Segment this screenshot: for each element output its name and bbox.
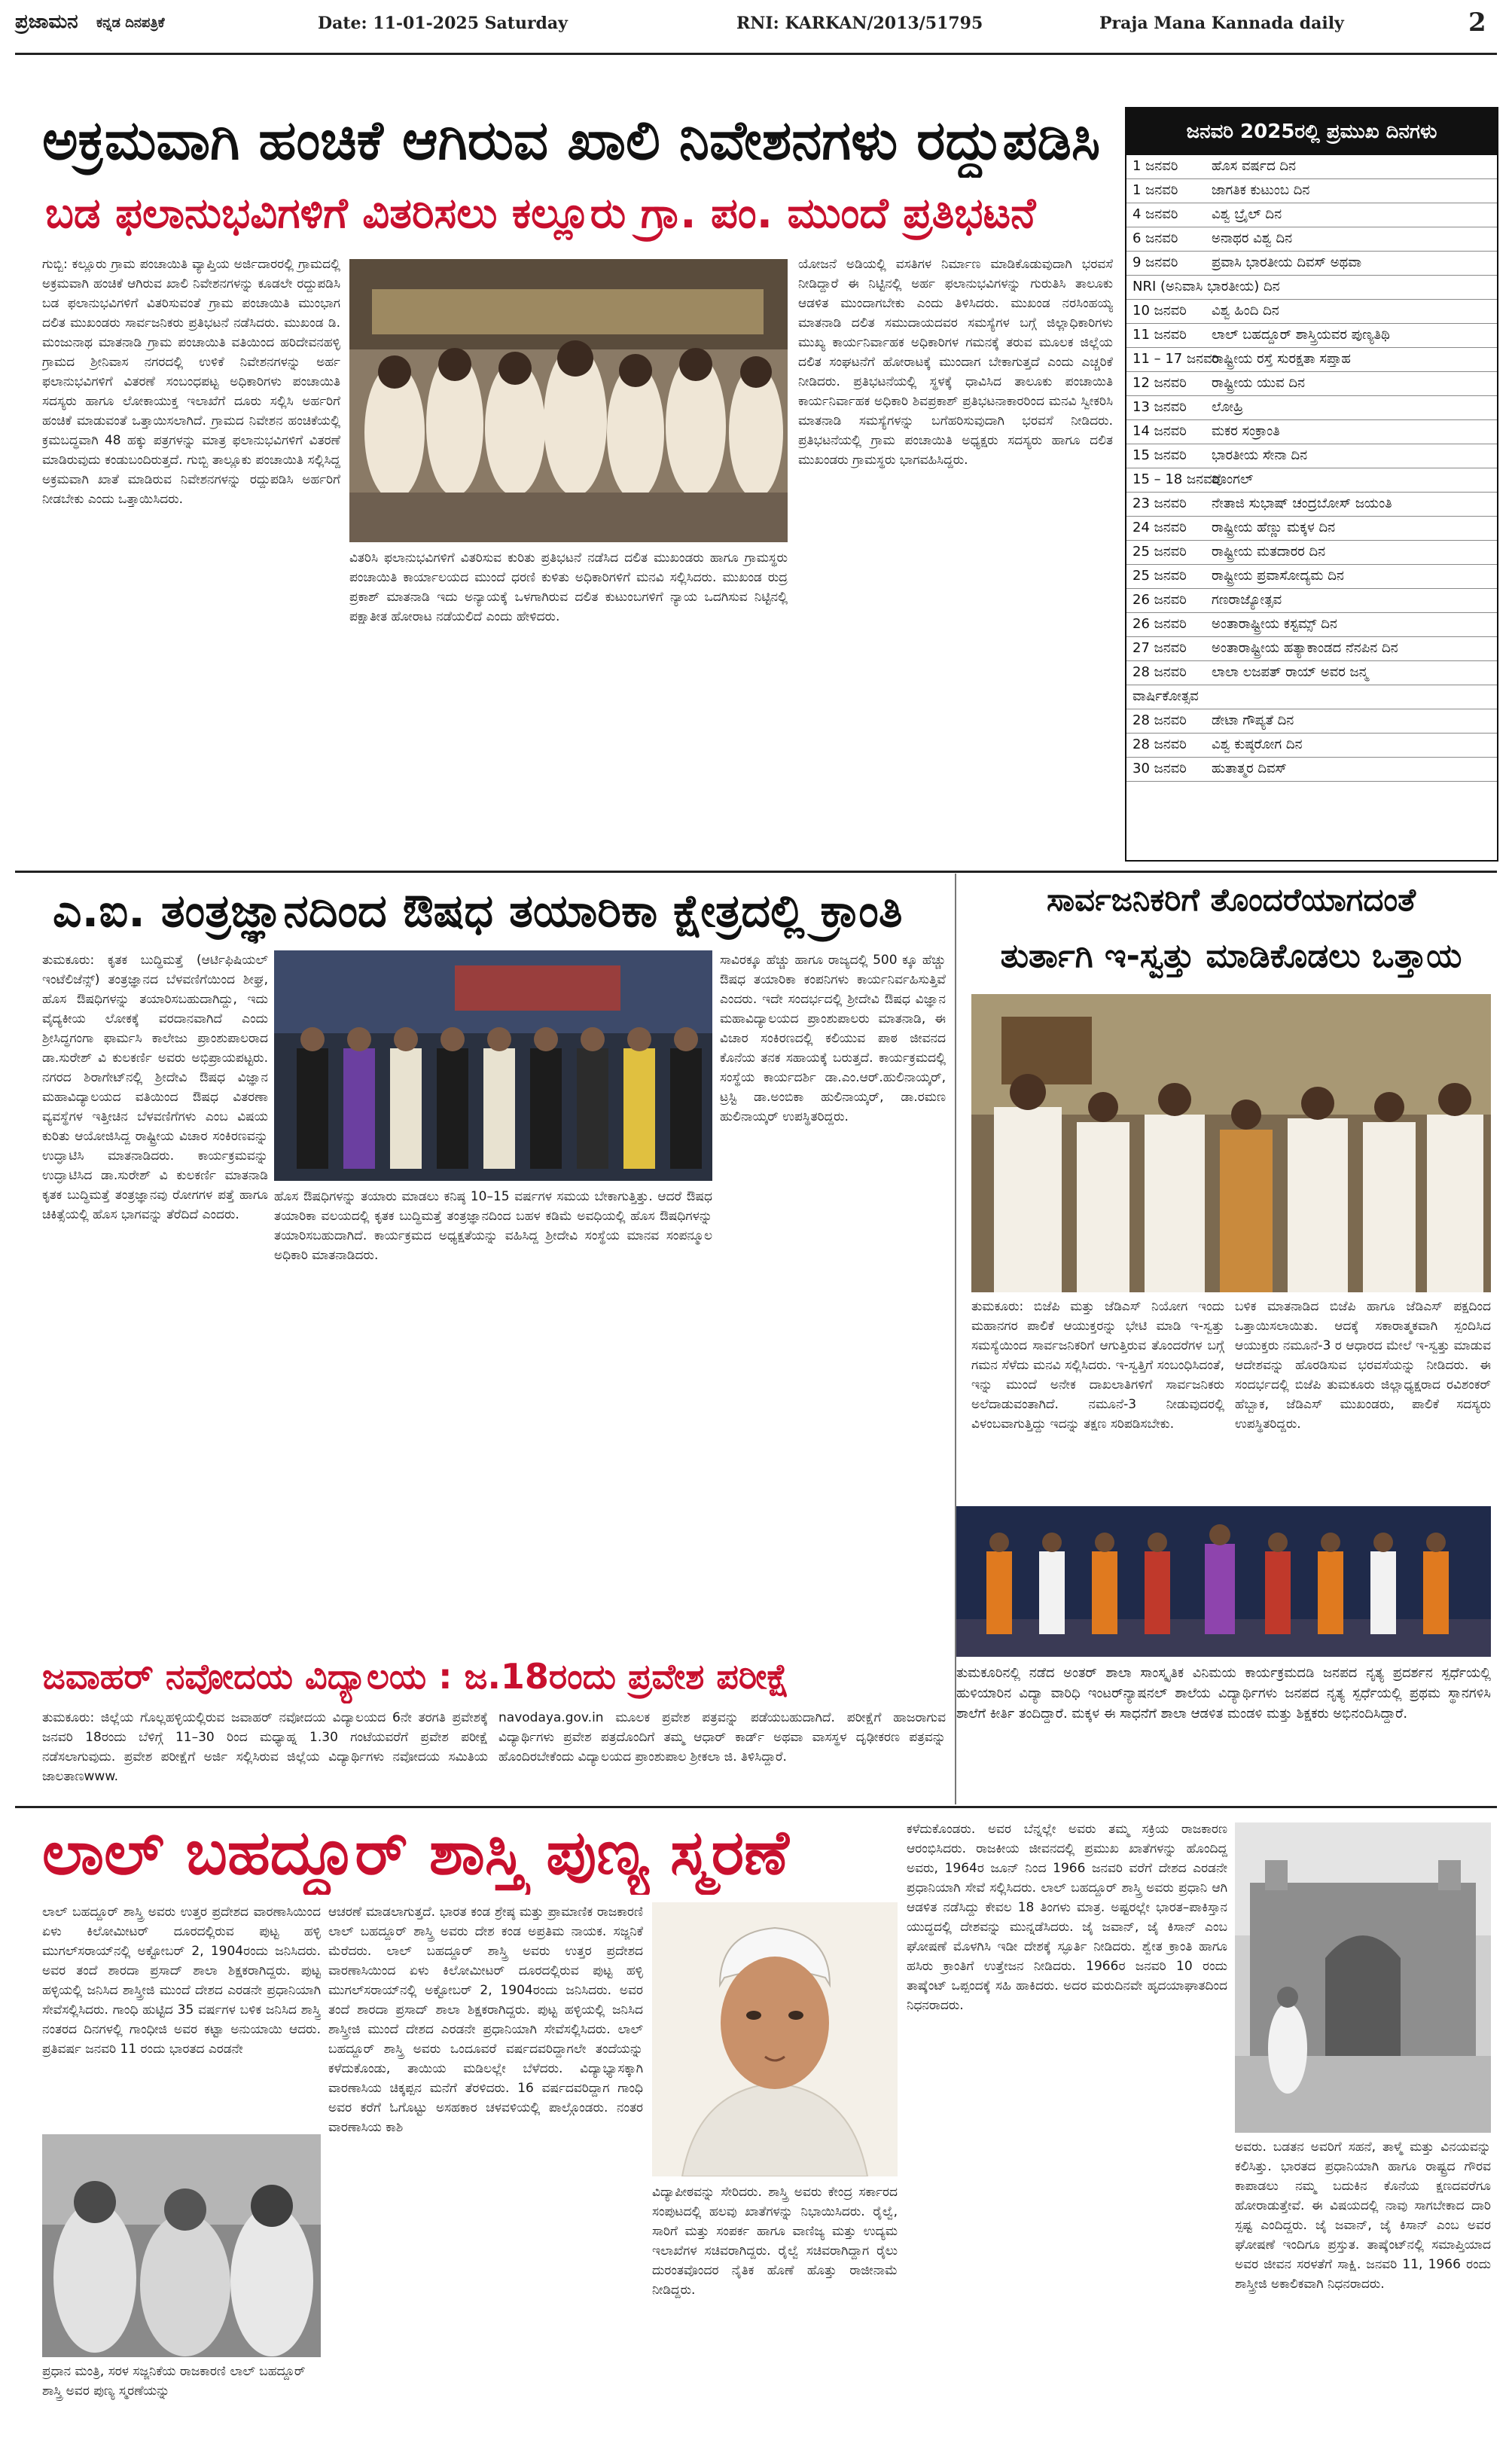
important-day-event: ರಾಷ್ಟ್ರೀಯ ಯುವ ದಿನ	[1212, 375, 1306, 391]
story5-column-3: ಕಳೆದುಕೊಂಡರು. ಅವರ ಬೆನ್ನಲ್ಲೇ ಅವರು ತಮ್ಮ ಸಕ್ರಿಯ ರಾಜಕಾರಣ ಆರಂಭಿಸಿದರು. ರಾಜಕೀಯ ಜೀವನದಲ್ಲಿ ಪ್ರಮುಖ ಖಾತೆಗಳನ್ನು ಹೊಂದಿದ್ದ ಅವರು, 1964ರ ಜೂನ್ ನಿಂದ 1966 ಜನವರಿ ವರೆಗೆ ದೇಶದ ಎರಡನೇ ಪ್ರಧಾನಿಯಾಗಿ ಸೇವೆ ಸಲ್ಲಿಸಿದರು. ಲಾಲ್ ಬಹದ್ದೂರ್ ಶಾಸ್ತ್ರಿ ಅವರು ಪ್ರಧಾನಿ ಆಗಿ ಆಡಳಿತ ನಡೆಸಿದ್ದು ಕೇವಲ 18 ತಿಂಗಳು ಮಾತ್ರ. ಅಷ್ಟರಲ್ಲೇ ಭಾರತ–ಪಾಕಿಸ್ತಾನ ಯುದ್ಧದಲ್ಲಿ ದೇಶವನ್ನು ಮುನ್ನಡೆಸಿದರು. ಜೈ ಜವಾನ್, ಜೈ ಕಿಸಾನ್ ಎಂಬ ಘೋಷಣೆ ಮೊಳಗಿಸಿ ಇಡೀ ದೇಶಕ್ಕೆ ಸ್ಫೂರ್ತಿ ನೀಡಿದರು. ಶ್ವೇತ ಕ್ರಾಂತಿ ಹಾಗೂ ಹಸಿರು ಕ್ರಾಂತಿಗೆ ಉತ್ತೇಜನ ನೀಡಿದರು. 1966ರ ಜನವರಿ 10 ರಂದು ತಾಷ್ಕೆಂಟ್ ಒಪ್ಪಂದಕ್ಕೆ ಸಹಿ ಹಾಕಿದರು. ಅದರ ಮರುದಿನವೇ ಹೃದಯಾಘಾತದಿಂದ ನಿಧನರಾದರು.	[907, 1822, 1227, 2013]
important-day-date: 14 ಜನವರಿ	[1132, 423, 1187, 439]
story3-column-2: ಬಳಿಕ ಮಾತನಾಡಿದ ಬಿಜೆಪಿ ಹಾಗೂ ಜೆಡಿಎಸ್ ಪಕ್ಷದಿಂದ ಒತ್ತಾಯಿಸಲಾಯಿತು. ಆದಕ್ಕೆ ಸಕಾರಾತ್ಮಕವಾಗಿ ಸ್ಪಂದಿಸಿದ ಆಯುಕ್ತರು ನಮೂನೆ-3 ರ ಆಧಾರದ ಮೇಲೆ ಇ-ಸ್ವತ್ತು ಮಾಡುವ ಆದೇಶವನ್ನು ಹೊರಡಿಸುವ ಭರವಸೆಯನ್ನು ನೀಡಿದರು. ಈ ಸಂದರ್ಭದಲ್ಲಿ ಬಿಜೆಪಿ ತುಮಕೂರು ಜಿಲ್ಲಾಧ್ಯಕ್ಷರಾದ ರವಿಶಂಕರ್ ಹೆಬ್ಬಾಕ, ಜೆಡಿಎಸ್ ಮುಖಂಡರು, ಪಾಲಿಕೆ ಸದಸ್ಯರು ಉಪಸ್ಥಿತರಿದ್ದರು.	[1235, 1299, 1491, 1432]
section-divider	[15, 871, 1497, 873]
story1-subhead: ಬಡ ಫಲಾನುಭವಿಗಳಿಗೆ ವಿತರಿಸಲು ಕಲ್ಲೂರು ಗ್ರಾ. ಪಂ. ಮುಂದೆ ಪ್ರತಿಭಟನೆ	[45, 189, 1036, 238]
story5-column-1: ಲಾಲ್ ಬಹದ್ದೂರ್ ಶಾಸ್ತ್ರಿ ಅವರು ಉತ್ತರ ಪ್ರದೇಶದ ವಾರಣಾಸಿಯಿಂದ ಏಳು ಕಿಲೋಮೀಟರ್ ದೂರದಲ್ಲಿರುವ ಪುಟ್ಟ ಹಳ್ಳಿ ಮುಗಲ್‌ಸರಾಯ್‌ನಲ್ಲಿ ಅಕ್ಟೋಬರ್ 2, 1904ರಂದು ಜನಿಸಿದರು. ಅವರ ತಂದೆ ಶಾರದಾ ಪ್ರಸಾದ್ ಶಾಲಾ ಶಿಕ್ಷಕರಾಗಿದ್ದರು. ಪುಟ್ಟ ಹಳ್ಳಿಯಲ್ಲಿ ಜನಿಸಿದ ಶಾಸ್ತ್ರೀಜಿ ಮುಂದೆ ದೇಶದ ಎರಡನೇ ಪ್ರಧಾನಿಯಾಗಿ ಸೇವೆಸಲ್ಲಿಸಿದರು. ಗಾಂಧಿ ಹುಟ್ಟಿದ 35 ವರ್ಷಗಳ ಬಳಿಕ ಜನಿಸಿದ ಶಾಸ್ತ್ರಿ ನಂತರದ ದಿನಗಳಲ್ಲಿ ಗಾಂಧೀಜಿ ಅವರ ಕಟ್ಟಾ ಅನುಯಾಯಿ ಆದರು. ಪ್ರತಿವರ್ಷ ಜನವರಿ 11 ರಂದು ಭಾರತದ ಎರಡನೇ	[42, 1905, 321, 2057]
important-day-event: ಗಣರಾಜ್ಯೋತ್ಸವ	[1212, 592, 1282, 608]
important-day-event: ಅನಾಥರ ವಿಶ್ವ ದಿನ	[1212, 230, 1293, 246]
important-day-event: ರಾಷ್ಟ್ರೀಯ ಮತದಾರರ ದಿನ	[1212, 544, 1326, 560]
story3-dance-photo	[956, 1506, 1491, 1657]
important-day-date: 23 ಜನವರಿ	[1132, 496, 1187, 511]
story2-seminar-photo	[274, 950, 712, 1181]
important-day-date: 6 ಜನವರಿ	[1132, 230, 1178, 246]
important-day-date: 4 ಜನವರಿ	[1132, 206, 1178, 222]
important-day-event: ಪ್ರವಾಸಿ ಭಾರತೀಯ ದಿವಸ್ ಅಥವಾ	[1212, 255, 1362, 270]
masthead-tagline: ಕನ್ನಡ ದಿನಪತ್ರಿಕೆ	[96, 15, 165, 31]
important-day-row	[1126, 276, 1497, 300]
masthead-date: Date: 11-01-2025 Saturday	[318, 14, 568, 33]
important-day-date: NRI (ಅನಿವಾಸಿ ಭಾರತೀಯ) ದಿನ	[1132, 279, 1280, 294]
important-day-date: 1 ಜನವರಿ	[1132, 182, 1178, 198]
important-day-row	[1126, 252, 1497, 276]
important-day-event: ಅಂತಾರಾಷ್ಟ್ರೀಯ ಕಸ್ಟಮ್ಸ್ ದಿನ	[1212, 616, 1337, 632]
story2-headline: ಎ.ಐ. ತಂತ್ರಜ್ಞಾನದಿಂದ ಔಷಧ ತಯಾರಿಕಾ ಕ್ಷೇತ್ರದಲ್ಲಿ ಕ್ರಾಂತಿ	[53, 885, 903, 938]
story4-column-1: ತುಮಕೂರು: ಜಿಲ್ಲೆಯ ಗೊಲ್ಲಹಳ್ಳಿಯಲ್ಲಿರುವ ಜವಾಹರ್ ನವೋದಯ ವಿದ್ಯಾಲಯದ 6ನೇ ತರಗತಿ ಪ್ರವೇಶಕ್ಕೆ ಜನವರಿ 18ರಂದು ಬೆಳಿಗ್ಗೆ 11–30 ರಿಂದ ಮಧ್ಯಾಹ್ನ 1.30 ಗಂಟೆಯವರೆಗೆ ಪ್ರವೇಶ ಪರೀಕ್ಷೆ ನಡೆಸಲಾಗುವುದು. ಪ್ರವೇಶ ಪರೀಕ್ಷೆಗೆ ಅರ್ಜಿ ಸಲ್ಲಿಸಿರುವ ಜಿಲ್ಲೆಯ ವಿದ್ಯಾರ್ಥಿಗಳು ನವೋದಯ ಸಮಿತಿಯ ಜಾಲತಾಣwww.	[42, 1710, 488, 1784]
important-day-date: 11 – 17 ಜನವರಿ	[1132, 351, 1220, 367]
important-day-event: ವಿಶ್ವ ಕುಷ್ಠರೋಗ ದಿನ	[1212, 737, 1303, 752]
important-day-date: 15 ಜನವರಿ	[1132, 447, 1187, 463]
important-day-date: 28 ಜನವರಿ	[1132, 737, 1187, 752]
important-day-row	[1126, 155, 1497, 179]
story1-photo-caption: ವಿತರಿಸಿ ಫಲಾನುಭವಿಗಳಿಗೆ ವಿತರಿಸುವ ಕುರಿತು ಪ್ರತಿಭಟನೆ ನಡೆಸಿದ ದಲಿತ ಮುಖಂಡರು ಹಾಗೂ ಗ್ರಾಮಸ್ಥರು ಪಂಚಾಯಿತಿ ಕಾರ್ಯಾಲಯದ ಮುಂದೆ ಧರಣಿ ಕುಳಿತು ಅಧಿಕಾರಿಗಳಿಗೆ ಮನವಿ ಸಲ್ಲಿಸಿದರು. ಮುಖಂಡ ರುದ್ರ ಪ್ರಕಾಶ್ ಮಾತನಾಡಿ ಇದು ಅನ್ಯಾಯಕ್ಕೆ ಒಳಗಾಗಿರುವ ದಲಿತ ಕುಟುಂಬಗಳಿಗೆ ನ್ಯಾಯ ಒದಗಿಸುವ ನಿಟ್ಟಿನಲ್ಲಿ ಪಕ್ಷಾತೀತ ಹೋರಾಟ ನಡೆಯಲಿದೆ ಎಂದು ಹೇಳಿದರು.	[349, 551, 788, 624]
important-day-event: ಅಂತಾರಾಷ್ಟ್ರೀಯ ಹತ್ಯಾಕಾಂಡದ ನೆನಪಿನ ದಿನ	[1212, 640, 1398, 656]
important-day-row	[1126, 613, 1497, 637]
important-day-event: ಲೋಹ್ರಿ	[1212, 399, 1244, 415]
important-day-row	[1126, 444, 1497, 468]
important-day-date: 1 ಜನವರಿ	[1132, 158, 1178, 174]
masthead	[15, 5, 1497, 55]
important-day-event: ವಿಶ್ವ ಹಿಂದಿ ದಿನ	[1212, 303, 1279, 319]
story1-protest-photo	[349, 259, 788, 542]
important-day-row	[1126, 589, 1497, 613]
story3-headline-line-1: ಸಾರ್ವಜನಿಕರಿಗೆ ತೊಂದರೆಯಾಗದಂತೆ	[1046, 881, 1416, 918]
important-day-event: ಹುತಾತ್ಮರ ದಿವಸ್	[1212, 761, 1287, 776]
important-day-row	[1126, 324, 1497, 348]
important-day-date: 28 ಜನವರಿ	[1132, 664, 1187, 680]
masthead-rni: RNI: KARKAN/2013/51795	[736, 14, 983, 33]
story5-column-2: ಆಚರಣೆ ಮಾಡಲಾಗುತ್ತದೆ. ಭಾರತ ಕಂಡ ಶ್ರೇಷ್ಠ ಮತ್ತು ಪ್ರಾಮಾಣಿಕ ರಾಜಕಾರಣಿ ಲಾಲ್ ಬಹದ್ದೂರ್ ಶಾಸ್ತ್ರಿ ಅವರು ದೇಶ ಕಂಡ ಅಪ್ರತಿಮ ನಾಯಕ. ಸಜ್ಜನಿಕೆ ಮೆರೆದರು. ಲಾಲ್ ಬಹದ್ದೂರ್ ಶಾಸ್ತ್ರಿ ಅವರು ಉತ್ತರ ಪ್ರದೇಶದ ವಾರಣಾಸಿಯಿಂದ ಏಳು ಕಿಲೋಮೀಟರ್ ದೂರದಲ್ಲಿರುವ ಪುಟ್ಟ ಹಳ್ಳಿ ಮುಗಲ್‌ಸರಾಯ್‌ನಲ್ಲಿ ಅಕ್ಟೋಬರ್ 2, 1904ರಂದು ಜನಿಸಿದರು. ಅವರ ತಂದೆ ಶಾರದಾ ಪ್ರಸಾದ್ ಶಾಲಾ ಶಿಕ್ಷಕರಾಗಿದ್ದರು. ಪುಟ್ಟ ಹಳ್ಳಿಯಲ್ಲಿ ಜನಿಸಿದ ಶಾಸ್ತ್ರೀಜಿ ಮುಂದೆ ದೇಶದ ಎರಡನೇ ಪ್ರಧಾನಿಯಾಗಿ ಸೇವೆಸಲ್ಲಿಸಿದರು. ಲಾಲ್ ಬಹದ್ದೂರ್ ಶಾಸ್ತ್ರಿ ಅವರು ಒಂದೂವರೆ ವರ್ಷದವರಿದ್ದಾಗಲೇ ತಂದೆಯನ್ನು ಕಳೆದುಕೊಂಡು, ತಾಯಿಯ ಮಡಿಲಲ್ಲೇ ಬೆಳೆದರು. ವಿದ್ಯಾಭ್ಯಾಸಕ್ಕಾಗಿ ವಾರಣಾಸಿಯ ಚಿಕ್ಕಪ್ಪನ ಮನೆಗೆ ತೆರಳಿದರು. 16 ವರ್ಷದವರಿದ್ದಾಗ ಗಾಂಧಿ ಅವರ ಕರೆಗೆ ಓಗೊಟ್ಟು ಅಸಹಕಾರ ಚಳವಳಿಯಲ್ಲಿ ಪಾಲ್ಗೊಂಡರು. ನಂತರ ವಾರಣಾಸಿಯ ಕಾಶಿ	[328, 1905, 643, 2135]
important-day-date: 25 ಜನವರಿ	[1132, 544, 1187, 560]
important-day-row	[1126, 227, 1497, 252]
story2-column-3: ಸಾವಿರಕ್ಕೂ ಹೆಚ್ಚು ಹಾಗೂ ರಾಜ್ಯದಲ್ಲಿ 500 ಕ್ಕೂ ಹೆಚ್ಚು ಔಷಧ ತಯಾರಿಕಾ ಕಂಪನಿಗಳು ಕಾರ್ಯನಿರ್ವಹಿಸುತ್ತಿವೆ ಎಂದರು. ಇದೇ ಸಂದರ್ಭದಲ್ಲಿ ಶ್ರೀದೇವಿ ಔಷಧ ವಿಜ್ಞಾನ ಮಹಾವಿದ್ಯಾಲಯದ ಪ್ರಾಂಶುಪಾಲರು ಮಾತನಾಡಿ, ಈ ವಿಚಾರ ಸಂಕಿರಣದಲ್ಲಿ ಕಲಿಯುವ ಪಾಠ ಜೀವನದ ಕೊನೆಯ ತನಕ ಸಹಾಯಕ್ಕೆ ಬರುತ್ತದೆ. ಕಾರ್ಯಕ್ರಮದಲ್ಲಿ ಸಂಸ್ಥೆಯ ಕಾರ್ಯದರ್ಶಿ ಡಾ.ಎಂ.ಆರ್.ಹುಲಿನಾಯ್ಕರ್, ಟ್ರಸ್ಟಿ ಡಾ.ಅಂಬಿಕಾ ಹುಲಿನಾಯ್ಕರ್, ಡಾ.ರಮಣ ಹುಲಿನಾಯ್ಕರ್ ಉಪಸ್ಥಿತರಿದ್ದರು.	[720, 953, 946, 1124]
important-day-date: 15 – 18 ಜನವರಿ	[1132, 471, 1220, 487]
important-day-date: 12 ಜನವರಿ	[1132, 375, 1187, 391]
important-day-date: 11 ಜನವರಿ	[1132, 327, 1187, 343]
story4-column-2: navodaya.gov.in ಮೂಲಕ ಪ್ರವೇಶ ಪತ್ರವನ್ನು ಪಡೆಯಬಹುದಾಗಿದೆ. ಪರೀಕ್ಷೆಗೆ ಹಾಜರಾಗುವ ವಿದ್ಯಾರ್ಥಿಗಳು ಪ್ರವೇಶ ಪತ್ರದೊಂದಿಗೆ ತಮ್ಮ ಆಧಾರ್ ಕಾರ್ಡ್ ಅಥವಾ ವಾಸಸ್ಥಳ ದೃಢೀಕರಣ ಪತ್ರವನ್ನು ಹೊಂದಿರಬೇಕೆಂದು ವಿದ್ಯಾಲಯದ ಪ್ರಾಂಶುಪಾಲ ಶ್ರೀಕಲಾ ಜಿ. ತಿಳಿಸಿದ್ದಾರೆ.	[498, 1710, 946, 1764]
important-day-event: ರಾಷ್ಟ್ರೀಯ ಪ್ರವಾಸೋದ್ಯಮ ದಿನ	[1212, 568, 1344, 584]
important-day-event: ಲಾಲಾ ಲಜಪತ್ ರಾಯ್ ಅವರ ಜನ್ಮ	[1212, 664, 1369, 680]
important-day-row	[1126, 468, 1497, 493]
important-day-event: ನೇತಾಜಿ ಸುಭಾಷ್ ಚಂದ್ರಬೋಸ್ ಜಯಂತಿ	[1212, 496, 1392, 511]
important-day-event: ರಾಷ್ಟ್ರೀಯ ಹೆಣ್ಣು ಮಕ್ಕಳ ದಿನ	[1212, 520, 1336, 535]
important-day-event: ಡೇಟಾ ಗೌಪ್ಯತೆ ದಿನ	[1212, 712, 1294, 728]
important-day-date: 27 ಜನವರಿ	[1132, 640, 1187, 656]
story3-column-1: ತುಮಕೂರು: ಬಿಜೆಪಿ ಮತ್ತು ಜೆಡಿಎಸ್ ನಿಯೋಗ ಇಂದು ಮಹಾನಗರ ಪಾಲಿಕೆ ಆಯುಕ್ತರನ್ನು ಭೇಟಿ ಮಾಡಿ ಇ-ಸ್ವತ್ತು ಸಮಸ್ಯೆಯಿಂದ ಸಾರ್ವಜನಿಕರಿಗೆ ಆಗುತ್ತಿರುವ ತೊಂದರೆಗಳ ಬಗ್ಗೆ ಗಮನ ಸೆಳೆದು ಮನವಿ ಸಲ್ಲಿಸಿದರು. ಇ-ಸ್ವತ್ತಿಗೆ ಸಂಬಂಧಿಸಿದಂತೆ, ಇನ್ನು ಮುಂದೆ ಅನೇಕ ದಾಖಲಾತಿಗಳಿಗೆ ಸಾರ್ವಜನಿಕರು ಅಲೆದಾಡುವಂತಾಗಿದೆ. ನಮೂನೆ-3 ನೀಡುವುದರಲ್ಲಿ ವಿಳಂಬವಾಗುತ್ತಿದ್ದು ಇದನ್ನು ತಕ್ಷಣ ಸರಿಪಡಿಸಬೇಕು.	[971, 1299, 1224, 1432]
important-day-row	[1126, 734, 1497, 758]
important-day-date: 10 ಜನವರಿ	[1132, 303, 1187, 319]
important-day-row	[1126, 565, 1497, 589]
masthead-brand: ಪ್ರಜಾಮನ	[15, 11, 78, 33]
important-day-row	[1126, 541, 1497, 565]
story2-column-1: ತುಮಕೂರು: ಕೃತಕ ಬುದ್ಧಿಮತ್ತೆ (ಆರ್ಟಿಫಿಷಿಯಲ್ ಇಂಟೆಲಿಜೆನ್ಸ್) ತಂತ್ರಜ್ಞಾನದ ಬೆಳವಣಿಗೆಯಿಂದ ಶೀಘ್ರ, ಹೊಸ ಔಷಧಿಗಳನ್ನು ತಯಾರಿಸಬಹುದಾಗಿದ್ದು, ಇದು ವೈದ್ಯಕೀಯ ಲೋಕಕ್ಕೆ ವರದಾನವಾಗಿದೆ ಎಂದು ಶ್ರೀಸಿದ್ಧಗಂಗಾ ಫಾರ್ಮಸಿ ಕಾಲೇಜು ಪ್ರಾಂಶುಪಾಲರಾದ ಡಾ.ಸುರೇಶ್ ವಿ ಕುಲಕರ್ಣಿ ಅವರು ಅಭಿಪ್ರಾಯಪಟ್ಟರು. ನಗರದ ಶಿರಾಗೇಟ್‌ನಲ್ಲಿ ಶ್ರೀದೇವಿ ಔಷಧ ವಿಜ್ಞಾನ ಮಹಾವಿದ್ಯಾಲಯದ ವತಿಯಿಂದ ಔಷಧ ವಿತರಣಾ ವ್ಯವಸ್ಥೆಗಳ ಇತ್ತೀಚಿನ ಬೆಳವಣಿಗೆಗಳು ಎಂಬ ವಿಷಯ ಕುರಿತು ಆಯೋಜಿಸಿದ್ದ ರಾಷ್ಟ್ರೀಯ ವಿಚಾರ ಸಂಕಿರಣವನ್ನು ಉದ್ಘಾಟಿಸಿ ಮಾತನಾಡಿದರು. ಕಾರ್ಯಕ್ರಮವನ್ನು ಉದ್ಘಾಟಿಸಿದ ಡಾ.ಸುರೇಶ್ ವಿ ಕುಲಕರ್ಣಿ ಮಾತನಾಡಿ ಕೃತಕ ಬುದ್ಧಿಮತ್ತೆ ತಂತ್ರಜ್ಞಾನವು ರೋಗಗಳ ಪತ್ತೆ ಹಾಗೂ ಚಿಕಿತ್ಸೆಯಲ್ಲಿ ಹೊಸ ಭಾಗವನ್ನು ತೆರೆದಿದೆ ಎಂದರು.	[42, 953, 268, 1222]
story3-meeting-photo	[971, 994, 1491, 1292]
story5-column-4: ಅವರು. ಬಡತನ ಅವರಿಗೆ ಸಹನೆ, ತಾಳ್ಮೆ ಮತ್ತು ವಿನಯವನ್ನು ಕಲಿಸಿತ್ತು. ಭಾರತದ ಪ್ರಧಾನಿಯಾಗಿ ಹಾಗೂ ರಾಷ್ಟ್ರದ ಗೌರವ ಕಾಪಾಡಲು ನಮ್ಮ ಬದುಕಿನ ಕೊನೆಯ ಕ್ಷಣದವರೆಗೂ ಹೋರಾಡುತ್ತೇವೆ. ಈ ವಿಷಯದಲ್ಲಿ ನಾವು ಸಾಗಬೇಕಾದ ದಾರಿ ಸ್ಪಷ್ಟ ಎಂದಿದ್ದರು. ಜೈ ಜವಾನ್, ಜೈ ಕಿಸಾನ್ ಎಂಬ ಅವರ ಘೋಷಣೆ ಇಂದಿಗೂ ಪ್ರಸ್ತುತ. ತಾಷ್ಕೆಂಟ್‌ನಲ್ಲಿ ಸಮಾಪ್ತಿಯಾದ ಅವರ ಜೀವನ ಸರಳತೆಗೆ ಸಾಕ್ಷಿ. ಜನವರಿ 11, 1966 ರಂದು ಶಾಸ್ತ್ರೀಜಿ ಅಕಾಲಿಕವಾಗಿ ನಿಧನರಾದರು.	[1235, 2140, 1491, 2292]
masthead-paper-name: Praja Mana Kannada daily	[1099, 14, 1344, 33]
important-day-row	[1126, 179, 1497, 203]
story2-photo-caption: ಹೊಸ ಔಷಧಿಗಳನ್ನು ತಯಾರು ಮಾಡಲು ಕನಿಷ್ಠ 10–15 ವರ್ಷಗಳ ಸಮಯ ಬೇಕಾಗುತ್ತಿತ್ತು. ಆದರೆ ಔಷಧ ತಯಾರಿಕಾ ವಲಯದಲ್ಲಿ ಕೃತಕ ಬುದ್ಧಿಮತ್ತೆ ತಂತ್ರಜ್ಞಾನದಿಂದ ಬಹಳ ಕಡಿಮೆ ಅವಧಿಯಲ್ಲಿ ಹೊಸ ಔಷಧಿಗಳನ್ನು ತಯಾರಿಸಬಹುದಾಗಿದೆ. ಕಾರ್ಯಕ್ರಮದ ಅಧ್ಯಕ್ಷತೆಯನ್ನು ವಹಿಸಿದ್ದ ಶ್ರೀದೇವಿ ಸಂಸ್ಥೆಯ ಮಾನವ ಸಂಪನ್ಮೂಲ ಅಧಿಕಾರಿ ಮಾತನಾಡಿದರು.	[274, 1189, 712, 1263]
important-day-date: 25 ಜನವರಿ	[1132, 568, 1187, 584]
important-day-row	[1126, 709, 1497, 734]
important-day-event: ಭಾರತೀಯ ಸೇನಾ ದಿನ	[1212, 447, 1308, 463]
section-divider	[15, 1806, 1497, 1808]
important-day-row	[1126, 348, 1497, 372]
story1-column-3: ಯೋಜನೆ ಅಡಿಯಲ್ಲಿ ವಸತಿಗಳ ನಿರ್ಮಾಣ ಮಾಡಿಕೊಡುವುದಾಗಿ ಭರವಸೆ ನೀಡಿದ್ದಾರೆ ಈ ನಿಟ್ಟಿನಲ್ಲಿ ಅರ್ಹ ಫಲಾನುಭವಿಗಳನ್ನು ಗುರುತಿಸಿ ತಾಲೂಕು ಆಡಳಿತ ಮುಂದಾಗಬೇಕು ಎಂದು ತಿಳಿಸಿದರು. ಮುಖಂಡ ನರಸಿಂಹಯ್ಯ ಮಾತನಾಡಿ ದಲಿತ ಸಮುದಾಯದವರ ಸಮಸ್ಯೆಗಳ ಬಗ್ಗೆ ಜಿಲ್ಲಾಧಿಕಾರಿಗಳು ಮುಖ್ಯ ಕಾರ್ಯನಿರ್ವಾಹಕ ಅಧಿಕಾರಿಗಳ ಗಮನಕ್ಕೆ ತರುವ ಮೂಲಕ ಜಿಲ್ಲೆಯ ದಲಿತ ಸಂಘಟನೆಗೆ ಹೋರಾಟಕ್ಕೆ ಮುಂದಾಗ ಬೇಕಾಗುತ್ತದೆ ಎಂದು ಎಚ್ಚರಿಕೆ ನೀಡಿದರು. ಪ್ರತಿಭಟನೆಯಲ್ಲಿ ಸ್ಥಳಕ್ಕೆ ಧಾವಿಸಿದ ತಾಲೂಕು ಪಂಚಾಯಿತಿ ಕಾರ್ಯನಿರ್ವಾಹಕ ಅಧಿಕಾರಿ ಶಿವಪ್ರಕಾಶ್ ಪ್ರತಿಭಟನಾಕಾರರಿಂದ ಮನವಿ ಸ್ವೀಕರಿಸಿ ಮಾತನಾಡಿ ಸಮಸ್ಯೆಗಳನ್ನು ಬಗೆಹರಿಸುವುದಾಗಿ ಭರವಸೆ ನೀಡಿದರು. ಪ್ರತಿಭಟನೆಯಲ್ಲಿ ಗ್ರಾಮ ಪಂಚಾಯಿತಿ ಅಧ್ಯಕ್ಷರು ಸದಸ್ಯರು ಹಾಗೂ ದಲಿತ ಮುಖಂಡರು ಗ್ರಾಮಸ್ಥರು ಭಾಗವಹಿಸಿದ್ದರು.	[798, 257, 1113, 468]
important-day-row	[1126, 661, 1497, 685]
important-day-event: ರಾಷ್ಟ್ರೀಯ ರಸ್ತೆ ಸುರಕ್ಷತಾ ಸಪ್ತಾಹ	[1212, 351, 1351, 367]
important-day-row	[1126, 203, 1497, 227]
page-number: 2	[1468, 8, 1486, 38]
important-days-title: ಜನವರಿ 2025ರಲ್ಲಿ ಪ್ರಮುಖ ದಿನಗಳು	[1126, 108, 1497, 155]
important-day-event: ಮಕರ ಸಂಕ್ರಾಂತಿ	[1212, 423, 1280, 439]
shastri-monument-photo	[1235, 1822, 1491, 2133]
important-day-date: 26 ಜನವರಿ	[1132, 616, 1187, 632]
important-day-date: 28 ಜನವರಿ	[1132, 712, 1187, 728]
important-day-date: 9 ಜನವರಿ	[1132, 255, 1178, 270]
story5-headline: ಲಾಲ್ ಬಹದ್ದೂರ್ ಶಾಸ್ತ್ರಿ ಪುಣ್ಯ ಸ್ಮರಣೆ	[42, 1817, 789, 1889]
important-day-event: ಲಾಲ್ ಬಹದ್ದೂರ್ ಶಾಸ್ತ್ರಿಯವರ ಪುಣ್ಯತಿಥಿ	[1212, 327, 1390, 343]
important-day-row	[1126, 420, 1497, 444]
story1-column-1: ಗುಬ್ಬಿ: ಕಲ್ಲೂರು ಗ್ರಾಮ ಪಂಚಾಯಿತಿ ವ್ಯಾಪ್ತಿಯ ಅರ್ಜಿದಾರರಲ್ಲಿ ಗ್ರಾಮದಲ್ಲಿ ಅಕ್ರಮವಾಗಿ ಹಂಚಿಕೆ ಆಗಿರುವ ಖಾಲಿ ನಿವೇಶನಗಳನ್ನು ಕೂಡಲೇ ರದ್ದುಪಡಿಸಿ ಬಡ ಫಲಾನುಭವಿಗಳಿಗೆ ವಿತರಿಸುವಂತೆ ಗ್ರಾಮ ಪಂಚಾಯಿತಿ ಮುಂಭಾಗ ದಲಿತ ಮುಖಂಡರು ಸಾರ್ವಜನಿಕರು ಪ್ರತಿಭಟನೆ ನಡೆಸಿದರು. ಮುಖಂಡ ಡಿ. ಮಂಜುನಾಥ ಮಾತನಾಡಿ ಗ್ರಾಮ ಪಂಚಾಯಿತಿ ವತಿಯಿಂದ ಹರಿದೇವನಹಳ್ಳಿ ಗ್ರಾಮದ ಶ್ರೀನಿವಾಸ ನಗರದಲ್ಲಿ ಉಳಿಕೆ ನಿವೇಶನಗಳನ್ನು ಅರ್ಹ ಫಲಾನುಭವಿಗಳಿಗೆ ವಿತರಣೆ ಸಂಬಂಧಪಟ್ಟ ಅಧಿಕಾರಿಗಳು ಪಂಚಾಯಿತಿ ಸದಸ್ಯರು ಹಾಗೂ ಲೋಕಾಯುಕ್ತ ಇಲಾಖೆಗೆ ದೂರು ಸಲ್ಲಿಸಿ ಅರ್ಹರಿಗೆ ಹಂಚಿಕೆ ಮಾಡುವಂತೆ ಒತ್ತಾಯಿಸಲಾಗಿದೆ. ಗ್ರಾಮದ ನಿವೇಶನ ಹಂಚಿಕೆಯಲ್ಲಿ ಕ್ರಮಬದ್ಧವಾಗಿ 48 ಹಕ್ಕು ಪತ್ರಗಳನ್ನು ಮಾತ್ರ ಫಲಾನುಭವಿಗಳಿಗೆ ವಿತರಣೆ ಮಾಡಿರುವುದು ಕಂಡುಬಂದಿರುತ್ತದೆ. ಗುಬ್ಬಿ ತಾಲ್ಲೂಕು ಪಂಚಾಯಿತಿ ಸಲ್ಲಿಸಿದ್ದ ಅಕ್ರಮವಾಗಿ ಖಾತೆ ಮಾಡಿರುವ ನಿವೇಶನಗಳನ್ನು ರದ್ದುಪಡಿಸಿ ಅರ್ಹರಿಗೆ ನೀಡಬೇಕು ಎಂದು ಒತ್ತಾಯಿಸಿದರು.	[42, 257, 340, 507]
shastri-meeting-caption: ಪ್ರಧಾನ ಮಂತ್ರಿ, ಸರಳ ಸಜ್ಜನಿಕೆಯ ರಾಜಕಾರಣಿ ಲಾಲ್ ಬಹದ್ದೂರ್ ಶಾಸ್ತ್ರಿ ಅವರ ಪುಣ್ಯ ಸ್ಮರಣೆಯನ್ನು	[42, 2364, 306, 2399]
important-days-table	[1125, 107, 1498, 862]
important-day-row	[1126, 396, 1497, 420]
important-day-date: 24 ಜನವರಿ	[1132, 520, 1187, 535]
important-day-event: ಜಾಗತಿಕ ಕುಟುಂಬ ದಿನ	[1212, 182, 1310, 198]
story1-headline: ಅಕ್ರಮವಾಗಿ ಹಂಚಿಕೆ ಆಗಿರುವ ಖಾಲಿ ನಿವೇಶನಗಳು ರದ್ದುಪಡಿಸಿ	[42, 108, 1101, 172]
important-day-row	[1126, 372, 1497, 396]
important-day-row	[1126, 637, 1497, 661]
shastri-meeting-photo	[42, 2134, 321, 2357]
shastri-portrait	[652, 1902, 898, 2176]
important-day-event: ವಿಶ್ವ ಬ್ರೈಲ್ ದಿನ	[1212, 206, 1282, 222]
story3-headline-line-2: ತುರ್ತಾಗಿ ಇ-ಸ್ವತ್ತು ಮಾಡಿಕೊಡಲು ಒತ್ತಾಯ	[1000, 937, 1462, 975]
important-day-row	[1126, 300, 1497, 324]
important-day-date: 26 ಜನವರಿ	[1132, 592, 1187, 608]
important-day-date: ವಾರ್ಷಿಕೋತ್ಸವ	[1132, 688, 1199, 704]
important-day-event: ಹೊಸ ವರ್ಷದ ದಿನ	[1212, 158, 1297, 174]
important-day-row	[1126, 493, 1497, 517]
important-day-event: ಪೊಂಗಲ್	[1212, 471, 1254, 487]
important-day-row	[1126, 758, 1497, 782]
important-day-row	[1126, 517, 1497, 541]
shastri-portrait-caption: ವಿದ್ಯಾಪೀಠವನ್ನು ಸೇರಿದರು. ಶಾಸ್ತ್ರಿ ಅವರು ಕೇಂದ್ರ ಸರ್ಕಾರದ ಸಂಪುಟದಲ್ಲಿ ಹಲವು ಖಾತೆಗಳನ್ನು ನಿಭಾಯಿಸಿದರು. ರೈಲ್ವೆ, ಸಾರಿಗೆ ಮತ್ತು ಸಂಪರ್ಕ ಹಾಗೂ ವಾಣಿಜ್ಯ ಮತ್ತು ಉದ್ಯಮ ಇಲಾಖೆಗಳ ಸಚಿವರಾಗಿದ್ದರು. ರೈಲ್ವೆ ಸಚಿವರಾಗಿದ್ದಾಗ ರೈಲು ದುರಂತವೊಂದರ ನೈತಿಕ ಹೊಣೆ ಹೊತ್ತು ರಾಜೀನಾಮೆ ನೀಡಿದ್ದರು.	[652, 2185, 898, 2298]
important-day-date: 13 ಜನವರಿ	[1132, 399, 1187, 415]
story4-headline: ಜವಾಹರ್ ನವೋದಯ ವಿದ್ಯಾಲಯ : ಜ.18ರಂದು ಪ್ರವೇಶ ಪರೀಕ್ಷೆ	[42, 1656, 790, 1697]
important-day-row	[1126, 685, 1497, 709]
story3-dance-caption: ತುಮಕೂರಿನಲ್ಲಿ ನಡೆದ ಅಂತರ್ ಶಾಲಾ ಸಾಂಸ್ಕೃತಿಕ ವಿನಿಮಯ ಕಾರ್ಯಕ್ರಮದಡಿ ಜನಪದ ನೃತ್ಯ ಪ್ರದರ್ಶನ ಸ್ಪರ್ಧೆಯಲ್ಲಿ ಹುಳಿಯಾರಿನ ವಿದ್ಯಾ ವಾರಿಧಿ ಇಂಟರ್‌ನ್ಯಾಷನಲ್ ಶಾಲೆಯ ವಿದ್ಯಾರ್ಥಿಗಳು ಜನಪದ ನೃತ್ಯ ಸ್ಪರ್ಧೆಯಲ್ಲಿ ಪ್ರಥಮ ಸ್ಥಾನಗಳಿಸಿ ಶಾಲೆಗೆ ಕೀರ್ತಿ ತಂದಿದ್ದಾರೆ. ಮಕ್ಕಳ ಈ ಸಾಧನೆಗೆ ಶಾಲಾ ಆಡಳಿತ ಮಂಡಳಿ ಮತ್ತು ಶಿಕ್ಷಕರು ಅಭಿನಂದಿಸಿದ್ದಾರೆ.	[956, 1665, 1491, 1722]
important-day-date: 30 ಜನವರಿ	[1132, 761, 1187, 776]
